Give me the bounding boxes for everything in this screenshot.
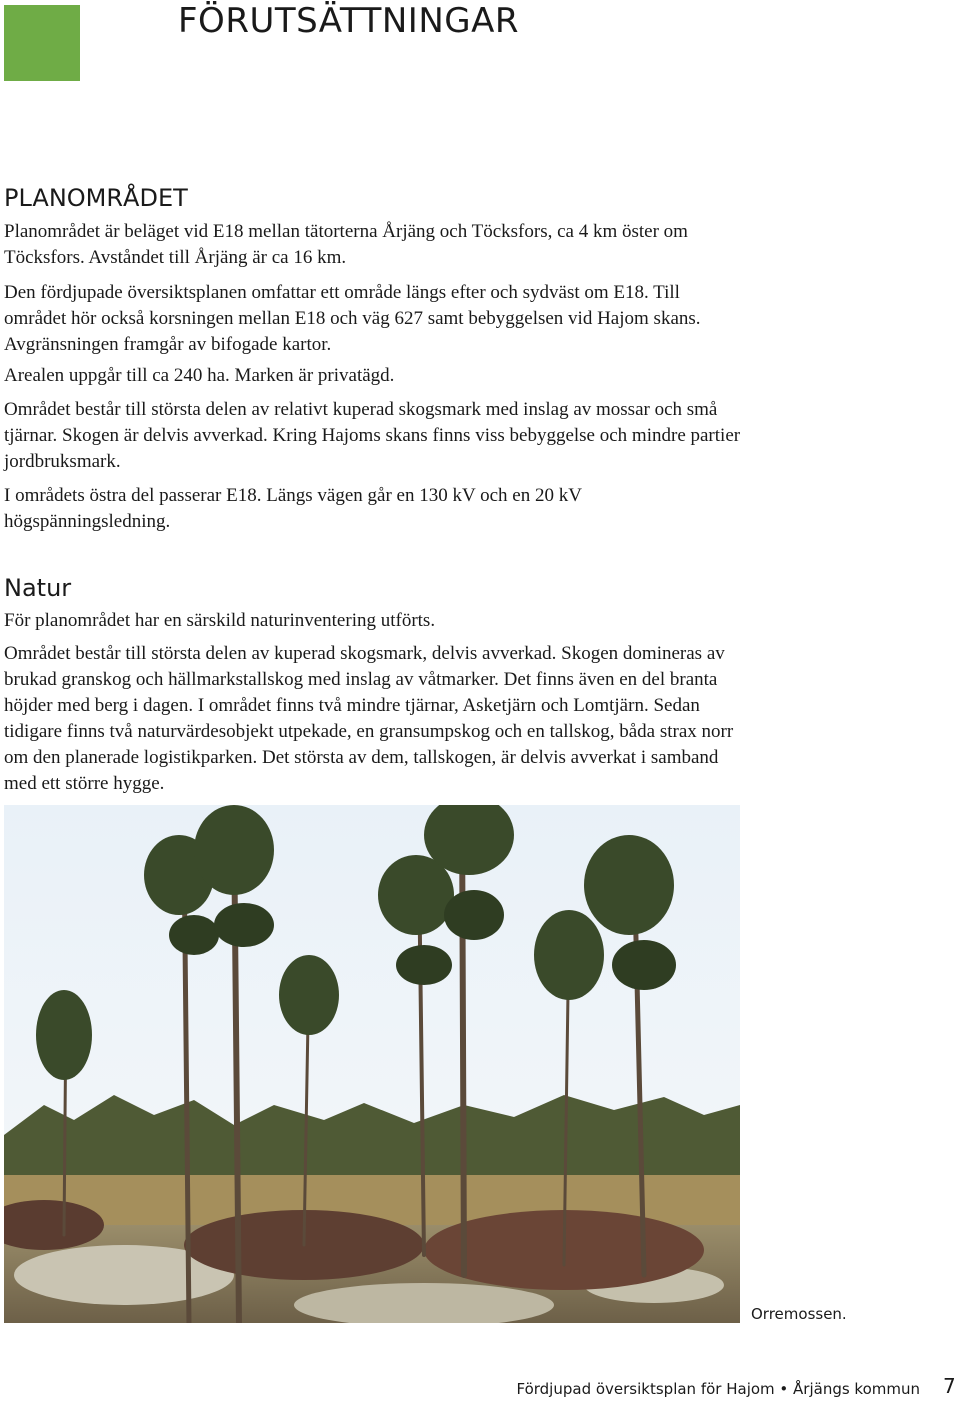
accent-square [4,5,80,81]
footer-document-title: Fördjupad översiktsplan för Hajom • Årjängs kommun [516,1380,920,1398]
landscape-photo [4,805,740,1323]
paragraph: Området består till största delen av kuperad skogsmark, delvis avverkad. Skogen domineras av brukad granskog och hällmarkstallskog med inslag av våtmarker. Det finns även en del branta höjder med berg i dagen. I området finns två mindre tjärnar, Asketjärn och Lomtjärn. Sedan tidigare finns två naturvärdesobjekt utpekade, en gransumpskog och en tallskog, båda strax norr om den planerade logistikparken. Det största av dem, tallskogen, är delvis avverkat i samband med ett större hygge. [4,643,734,794]
paragraph: I områdets östra del passerar E18. Längs vägen går en 130 kV och en 20 kV högspänningsledning. [4,485,582,532]
paragraph: För planområdet har en särskild naturinventering utförts. [4,610,436,631]
photo-caption: Orremossen. [751,1305,847,1323]
section-heading-natur: Natur [4,574,72,602]
paragraph: Planområdet är beläget vid E18 mellan tätorterna Årjäng och Töcksfors, ca 4 km öster om Töcksfors. Avståndet till Årjäng är ca 16 km. [4,221,688,268]
paragraph: Arealen uppgår till ca 240 ha. Marken är privatägd. [4,365,395,386]
page-title: FÖRUTSÄTTNINGAR [178,1,519,41]
paragraph: Den fördjupade översiktsplanen omfattar ett område längs efter och sydväst om E18. Till området hör också korsningen mellan E18 och väg 627 samt bebyggelsen vid Hajom skans. Avgränsningen framgår av bifogade kartor. [4,282,701,355]
paragraph: Området består till största delen av relativt kuperad skogsmark med inslag av mossar och små tjärnar. Skogen är delvis avverkad. Kring Hajoms skans finns viss bebyggelse och mindre partier jordbruksmark. [4,399,741,472]
page-number: 7 [943,1374,956,1398]
section-heading-planomradet: PLANOMRÅDET [4,184,188,212]
